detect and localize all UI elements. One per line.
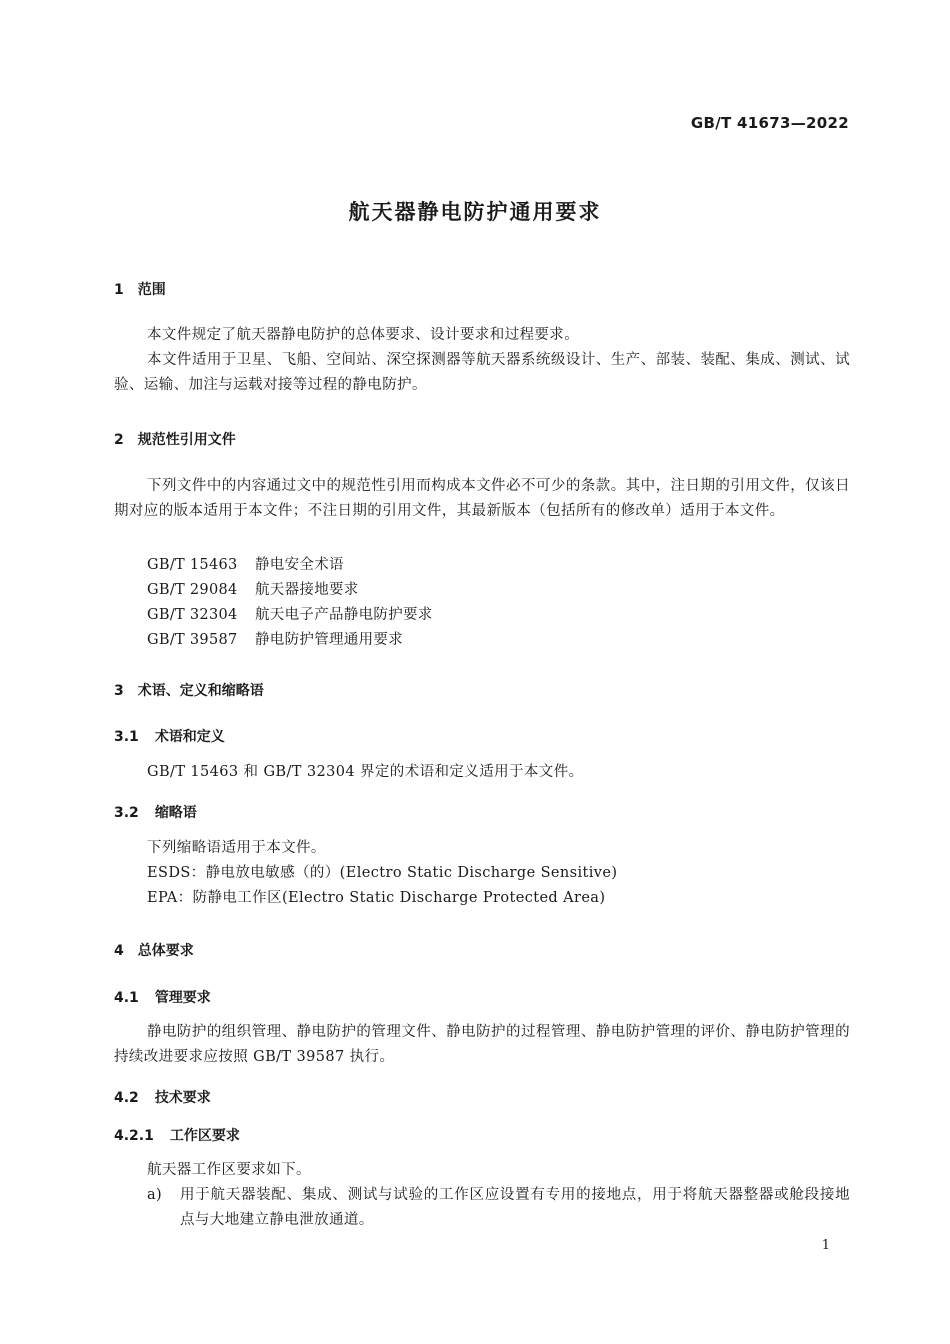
section-2-heading	[114, 429, 236, 449]
document-title: 航天器静电防护通用要求	[348, 200, 602, 224]
abbreviation-entry: EPA：防静电工作区(Electro Static Discharge Protected Area)	[147, 890, 606, 906]
list-item-text: 用于航天器装配、集成、测试与试验的工作区应设置有专用的接地点，用于将航天器整器或舱段接地点与大地建立静电泄放通道。	[180, 1187, 850, 1228]
paragraph: 本文件适用于卫星、飞船、空间站、深空探测器等航天器系统级设计、生产、部装、装配、集成、测试、试验、运输、加注与运载对接等过程的静电防护。	[114, 352, 850, 393]
section-3-2-heading	[114, 802, 197, 822]
section-4-2-1-heading	[114, 1125, 240, 1145]
reference-code: GB/T 32304	[147, 607, 238, 623]
reference-code: GB/T 15463	[147, 557, 238, 573]
section-title: 总体要求	[137, 943, 194, 959]
reference-name: 航天电子产品静电防护要求	[255, 607, 433, 623]
section-title: 管理要求	[154, 990, 211, 1006]
reference-code: GB/T 39587	[147, 632, 238, 648]
paragraph: 下列缩略语适用于本文件。	[147, 840, 326, 856]
paragraph: 航天器工作区要求如下。	[147, 1162, 311, 1178]
section-title: 规范性引用文件	[137, 432, 236, 448]
reference-name: 静电安全术语	[255, 557, 344, 573]
section-title: 缩略语	[154, 805, 197, 821]
page-number: 1	[821, 1238, 830, 1253]
section-title: 范围	[137, 282, 166, 298]
section-3-1-heading	[114, 726, 225, 746]
section-number: 3	[114, 683, 124, 699]
abbreviation-entry: ESDS：静电放电敏感（的）(Electro Static Discharge Sensitive)	[147, 865, 618, 881]
section-number: 4.2.1	[114, 1128, 154, 1144]
paragraph: 本文件规定了航天器静电防护的总体要求、设计要求和过程要求。	[147, 327, 580, 343]
section-4-2-heading	[114, 1087, 211, 1107]
normative-reference	[147, 553, 344, 574]
paragraph: 静电防护的组织管理、静电防护的管理文件、静电防护的过程管理、静电防护管理的评价、静电防护管理的持续改进要求应按照 GB/T 39587 执行。	[114, 1024, 850, 1065]
normative-reference	[147, 603, 433, 624]
section-title: 术语和定义	[154, 729, 225, 745]
section-4-heading	[114, 940, 194, 960]
section-number: 2	[114, 432, 124, 448]
section-number: 4.2	[114, 1090, 139, 1106]
section-number: 4.1	[114, 990, 139, 1006]
normative-reference	[147, 578, 359, 599]
section-number: 1	[114, 282, 124, 298]
section-1-heading	[114, 279, 166, 299]
section-number: 3.1	[114, 729, 139, 745]
section-title: 术语、定义和缩略语	[137, 683, 264, 699]
list-item-marker: a)	[147, 1187, 163, 1203]
paragraph: GB/T 15463 和 GB/T 32304 界定的术语和定义适用于本文件。	[147, 764, 584, 780]
section-4-1-heading	[114, 987, 211, 1007]
section-number: 3.2	[114, 805, 139, 821]
section-3-heading	[114, 680, 264, 700]
list-item	[147, 1183, 850, 1233]
section-title: 工作区要求	[169, 1128, 240, 1144]
normative-reference	[147, 628, 403, 649]
reference-code: GB/T 29084	[147, 582, 238, 598]
reference-name: 航天器接地要求	[255, 582, 359, 598]
section-number: 4	[114, 943, 124, 959]
paragraph: 下列文件中的内容通过文中的规范性引用而构成本文件必不可少的条款。其中，注日期的引用文件，仅该日期对应的版本适用于本文件；不注日期的引用文件，其最新版本（包括所有的修改单）适用于本文件。	[114, 478, 850, 519]
standard-number: GB/T 41673—2022	[690, 114, 849, 132]
reference-name: 静电防护管理通用要求	[255, 632, 403, 648]
section-title: 技术要求	[154, 1090, 211, 1106]
